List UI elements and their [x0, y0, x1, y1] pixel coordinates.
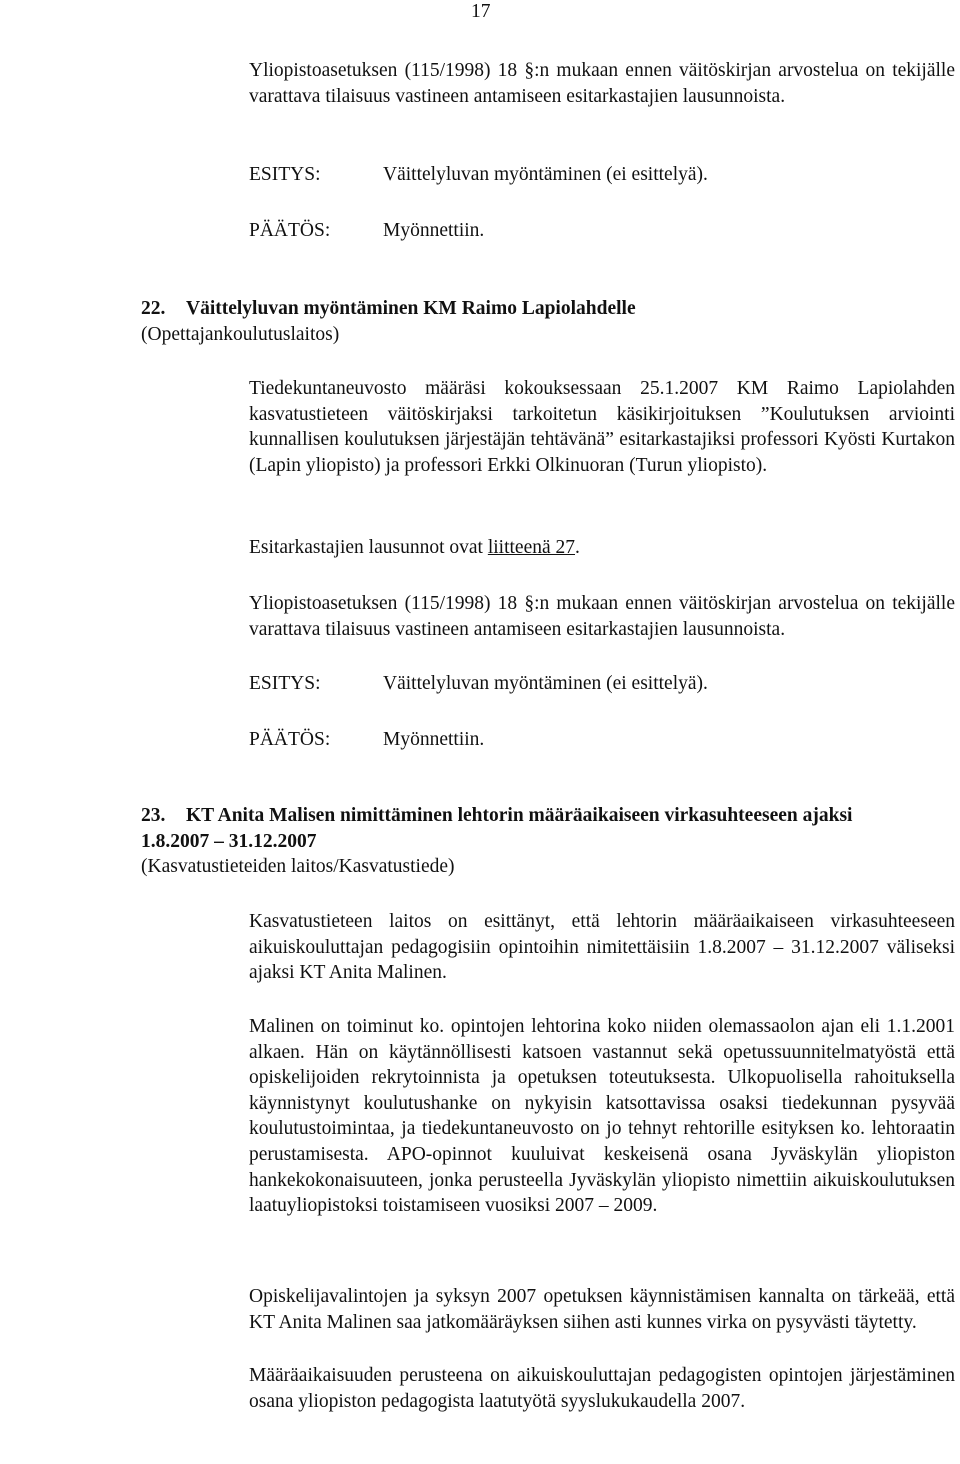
- item22-paragraph1: Tiedekuntaneuvosto määräsi kokouksessaan 25.1.2007 KM Raimo Lapiolahden kasvatustieteen väitöskirjaksi tarkoitetun käsikirjoituksen ”Koulutuksen arviointi kunnallisen koulutuksen järjestäjän tehtävänä” esitarkastajiksi professori Kyösti Kurtakon (Lapin yliopisto) ja professori Erkki Olkinuoran (Turun yliopisto).: [249, 378, 955, 476]
- item22-title: Väittelyluvan myöntäminen KM Raimo Lapiolahdelle: [186, 298, 636, 319]
- item23-paragraph2: Malinen on toiminut ko. opintojen lehtorina koko niiden olemassaolon ajan eli 1.1.2001 alkaen. Hän on käytännöllisesti katsoen vastannut sekä opetussuunnitelmatyöstä että opiskelijoiden rekrytoinnista ja opetuksen toteutuksesta. Ulkopuolisella rahoituksella käynnistynyt koulutushanke on nykyisin katsottavissa osaksi tiedekunnan pysyvää koulutustoimintaa, ja tiedekuntaneuvosto on jo tehnyt rehtorille esityksen ko. lehtoraatin perustamisesta. APO-opinnot kuuluivat keskeisenä osana Jyväskylän yliopiston hankekokonaisuuteen, jonka perusteella Jyväskylän yliopisto nimettiin aikuiskoulutuksen laatuyliopistoksi toistamiseen vuosiksi 2007 – 2009.: [249, 1016, 955, 1217]
- item22-esitys-row: [249, 671, 955, 697]
- item22-paragraph2-prefix: Esitarkastajien lausunnot ovat: [249, 537, 488, 558]
- item22-number-display: 22.: [141, 298, 166, 319]
- block1-paatos-row: [249, 218, 955, 244]
- item22-paatos-label: PÄÄTÖS:: [249, 729, 331, 750]
- block1-esitys-row: [249, 162, 955, 188]
- block1-paragraph: Yliopistoasetuksen (115/1998) 18 §:n mukaan ennen väitöskirjan arvostelua on tekijälle varattava tilaisuus vastineen antamiseen esitarkastajien lausunnoista.: [249, 60, 955, 107]
- item22-title-block: [141, 296, 955, 347]
- item22-paatos-row: [249, 727, 955, 753]
- item22-paatos-text: Myönnettiin.: [383, 729, 485, 750]
- item23-title-block: [141, 803, 955, 880]
- item22-paragraph3: Yliopistoasetuksen (115/1998) 18 §:n mukaan ennen väitöskirjan arvostelua on tekijälle varattava tilaisuus vastineen antamiseen esitarkastajien lausunnoista.: [249, 593, 955, 640]
- item23-title-line1: KT Anita Malisen nimittäminen lehtorin määräaikaiseen virkasuhteeseen ajaksi: [186, 805, 853, 826]
- page-number: 17: [471, 1, 491, 22]
- item22-department: (Opettajankoulutuslaitos): [141, 323, 340, 345]
- item23-paragraph1: Kasvatustieteen laitos on esittänyt, että lehtorin määräaikaiseen virkasuhteeseen aikuiskouluttajan pedagogisiin opintoihin nimitettäisiin 1.8.2007 – 31.12.2007 väliseksi ajaksi KT Anita Malinen.: [249, 911, 955, 984]
- paatos-text: Myönnettiin.: [383, 220, 485, 241]
- item22-esitys-text: Väittelyluvan myöntäminen (ei esittelyä).: [383, 673, 708, 694]
- item23-paragraph3: Opiskelijavalintojen ja syksyn 2007 opetuksen käynnistämisen kannalta on tärkeää, että KT Anita Malinen saa jatkomääräyksen siihen asti kunnes virka on pysyvästi täytetty.: [249, 1286, 955, 1333]
- item23-paragraph4: Määräaikaisuuden perusteena on aikuiskouluttajan pedagogisten opintojen järjestäminen osana yliopiston pedagogista laatutyötä syyslukukaudella 2007.: [249, 1365, 955, 1412]
- paatos-label: PÄÄTÖS:: [249, 220, 331, 241]
- item22-paragraph2-suffix: .: [575, 537, 580, 558]
- item23-number: 23.: [141, 805, 166, 826]
- item23-title-line2: 1.8.2007 – 31.12.2007: [141, 830, 317, 852]
- item22-esitys-label: ESITYS:: [249, 673, 321, 694]
- item22-paragraph2: [249, 535, 955, 561]
- attachment-link[interactable]: liitteenä 27: [487, 537, 576, 558]
- item23-department: (Kasvatustieteiden laitos/Kasvatustiede): [141, 856, 455, 878]
- esitys-label: ESITYS:: [249, 164, 321, 185]
- esitys-text: Väittelyluvan myöntäminen (ei esittelyä).: [383, 164, 708, 185]
